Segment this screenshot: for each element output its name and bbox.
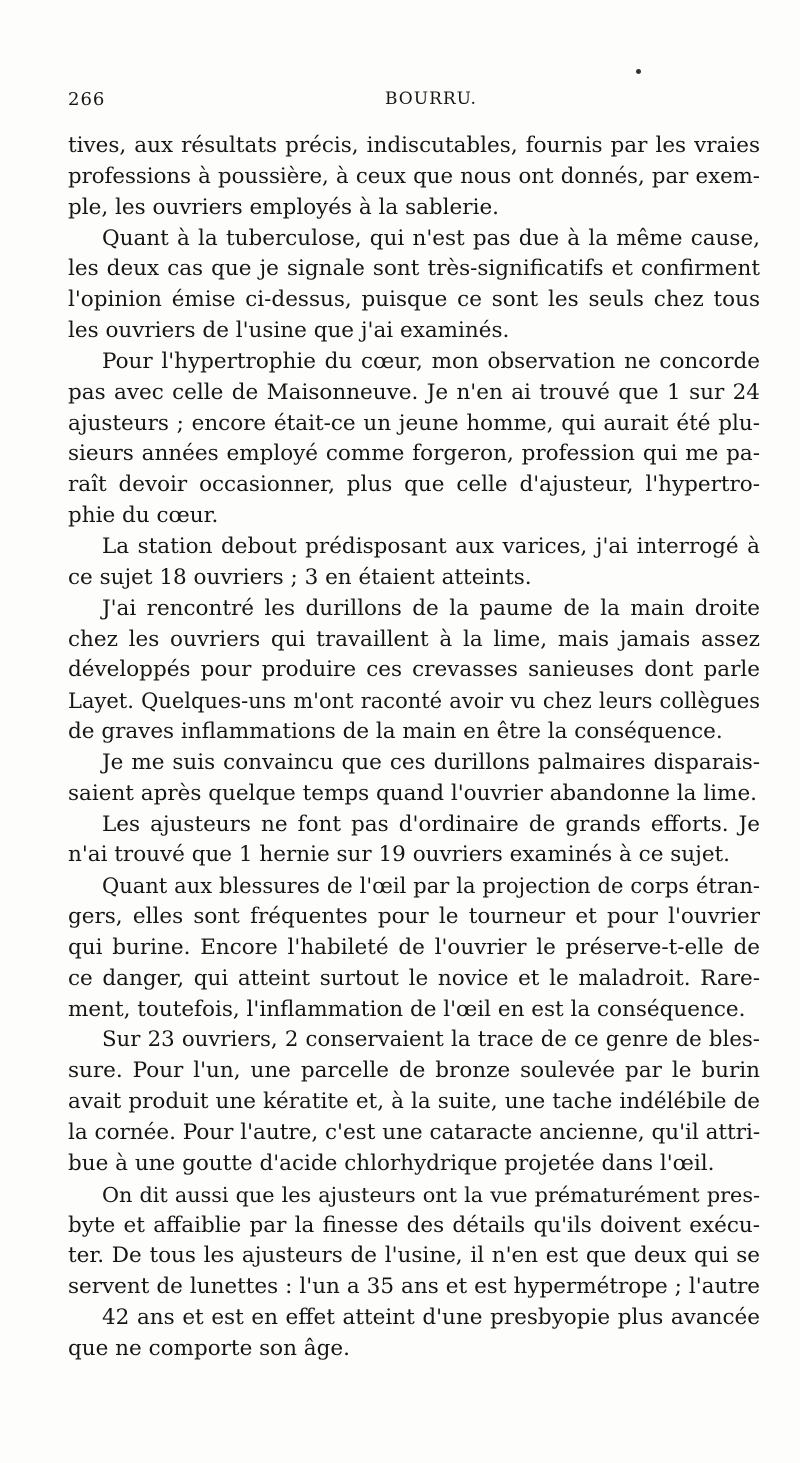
text-line: La station debout prédisposant aux varices, j'ai interrogé à bbox=[102, 533, 760, 559]
text-line: de graves inflammations de la main en être la conséquence. bbox=[68, 719, 723, 745]
text-line: pas avec celle de Maisonneuve. Je n'en ai trouvé que 1 sur 24 bbox=[68, 379, 760, 405]
text-line: servent de lunettes : l'un a 35 ans et est hypermétrope ; l'autre bbox=[68, 1274, 760, 1300]
text-line: saient après quelque temps quand l'ouvrier abandonne la lime. bbox=[68, 780, 757, 806]
text-line: Quant à la tuberculose, qui n'est pas due à la même cause, bbox=[102, 225, 760, 251]
text-line: ter. De tous les ajusteurs de l'usine, il n'en est que deux qui se bbox=[68, 1243, 760, 1269]
text-line: avait produit une kératite et, à la suite, une tache indélébile de bbox=[68, 1089, 760, 1115]
text-line: la cornée. Pour l'autre, c'est une cataracte ancienne, qu'il attri- bbox=[68, 1120, 760, 1145]
text-line: phie du cœur. bbox=[68, 503, 219, 529]
text-line: ce sujet 18 ouvriers ; 3 en étaient atteints. bbox=[68, 564, 532, 590]
text-line: ment, toutefois, l'inflammation de l'œil en est la conséquence. bbox=[68, 996, 746, 1022]
text-line: les ouvriers de l'usine que j'ai examinés. bbox=[68, 318, 510, 344]
text-line: Layet. Quelques-uns m'ont raconté avoir vu chez leurs collègues bbox=[68, 689, 760, 714]
page-number: 266 bbox=[68, 89, 106, 110]
text-line: Pour l'hypertrophie du cœur, mon observation ne concorde bbox=[102, 348, 760, 374]
text-line: J'ai rencontré les durillons de la paume de la main droite bbox=[102, 595, 760, 621]
text-line: l'opinion émise ci-dessus, puisque ce sont les seuls chez tous bbox=[68, 287, 760, 313]
text-line: chez les ouvriers qui travaillent à la lime, mais jamais assez bbox=[68, 626, 760, 652]
text-line: n'ai trouvé que 1 hernie sur 19 ouvriers examinés à ce sujet. bbox=[68, 842, 731, 868]
text-line: que ne comporte son âge. bbox=[68, 1335, 350, 1361]
text-line: développés pour produire ces crevasses sanieuses dont parle bbox=[68, 657, 760, 683]
text-line: raît devoir occasionner, plus que celle d'ajusteur, l'hypertro- bbox=[68, 472, 760, 498]
ink-speck bbox=[636, 69, 641, 74]
text-line: ple, les ouvriers employés à la sablerie. bbox=[68, 194, 499, 220]
text-line: gers, elles sont fréquentes pour le tourneur et pour l'ouvrier bbox=[68, 904, 760, 930]
text-line: byte et affaiblie par la finesse des détails qu'ils doivent exécu- bbox=[68, 1212, 760, 1238]
text-line: Quant aux blessures de l'œil par la projection de corps étran- bbox=[102, 874, 760, 899]
text-line: Je me suis convaincu que ces durillons palmaires disparais- bbox=[102, 749, 760, 775]
body-text bbox=[68, 131, 760, 1365]
text-line: sieurs années employé comme forgeron, profession qui me pa- bbox=[68, 441, 760, 467]
text-line: Sur 23 ouvriers, 2 conservaient la trace de ce genre de bles- bbox=[102, 1027, 760, 1053]
running-head: BOURRU. bbox=[385, 89, 477, 109]
text-line: bue à une goutte d'acide chlorhydrique projetée dans l'œil. bbox=[68, 1150, 715, 1176]
text-line: Les ajusteurs ne font pas d'ordinaire de grands efforts. Je bbox=[102, 811, 760, 837]
text-line: professions à poussière, à ceux que nous ont donnés, par exem- bbox=[68, 163, 760, 189]
text-line: qui burine. Encore l'habileté de l'ouvrier le préserve-t-elle de bbox=[68, 934, 760, 960]
text-line: On dit aussi que les ajusteurs ont la vue prématurément pres- bbox=[102, 1182, 760, 1207]
text-line: tives, aux résultats précis, indiscutables, fournis par les vraies bbox=[68, 133, 760, 158]
text-line: ce danger, qui atteint surtout le novice et le maladroit. Rare- bbox=[68, 965, 760, 991]
text-line: ajusteurs ; encore était-ce un jeune homme, qui aurait été plu- bbox=[68, 410, 760, 436]
text-line: sure. Pour l'un, une parcelle de bronze soulevée par le burin bbox=[68, 1058, 760, 1084]
text-line: les deux cas que je signale sont très-significatifs et confirment bbox=[68, 256, 760, 282]
text-line: 42 ans et est en effet atteint d'une presbyopie plus avancée bbox=[102, 1305, 760, 1331]
